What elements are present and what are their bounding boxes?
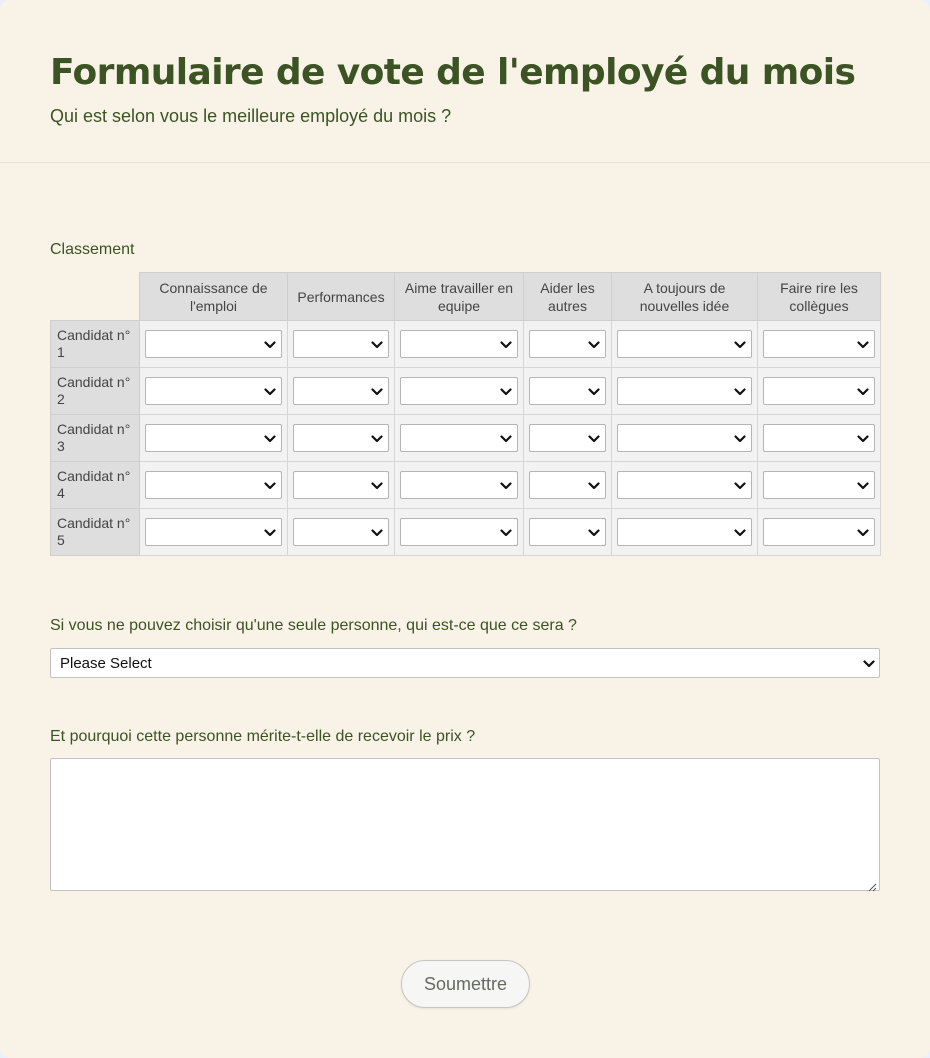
matrix-cell: [140, 415, 288, 462]
rating-select[interactable]: [529, 471, 606, 499]
rating-select[interactable]: [617, 377, 752, 405]
chevron-down-icon: [264, 435, 274, 442]
matrix-cell: [288, 415, 395, 462]
rating-select[interactable]: [145, 424, 282, 452]
matrix-cell: [612, 462, 758, 509]
matrix-row-header: Candidat n° 2: [51, 368, 140, 415]
chevron-down-icon: [371, 482, 381, 489]
rating-select[interactable]: [529, 518, 606, 546]
matrix-column-header: A toujours de nouvelles idée: [612, 273, 758, 321]
rating-select[interactable]: [617, 471, 752, 499]
rating-select[interactable]: [293, 424, 389, 452]
matrix-cell: [758, 415, 881, 462]
matrix-row-header: Candidat n° 4: [51, 462, 140, 509]
rating-select[interactable]: [293, 330, 389, 358]
single-choice-value: Please Select: [60, 655, 152, 672]
chevron-down-icon: [371, 529, 381, 536]
reason-textarea[interactable]: [50, 758, 880, 891]
rating-select[interactable]: [400, 471, 518, 499]
ranking-label: Classement: [50, 241, 135, 258]
matrix-cell: [140, 509, 288, 556]
matrix-row-header: Candidat n° 3: [51, 415, 140, 462]
rating-select[interactable]: [145, 377, 282, 405]
chevron-down-icon: [588, 529, 598, 536]
rating-select[interactable]: [293, 377, 389, 405]
chevron-down-icon: [500, 341, 510, 348]
rating-select[interactable]: [529, 377, 606, 405]
chevron-down-icon: [588, 435, 598, 442]
rating-select[interactable]: [293, 471, 389, 499]
matrix-cell: [612, 415, 758, 462]
chevron-down-icon: [500, 529, 510, 536]
matrix-cell: [758, 509, 881, 556]
chevron-down-icon: [857, 529, 867, 536]
matrix-cell: [395, 415, 524, 462]
chevron-down-icon: [734, 435, 744, 442]
matrix-cell: [140, 462, 288, 509]
matrix-cell: [395, 368, 524, 415]
rating-select[interactable]: [145, 518, 282, 546]
matrix-row: [51, 462, 881, 509]
submit-button[interactable]: Soumettre: [401, 960, 530, 1008]
matrix-cell: [758, 462, 881, 509]
chevron-down-icon: [857, 388, 867, 395]
matrix-row: [51, 509, 881, 556]
rating-select[interactable]: [617, 330, 752, 358]
chevron-down-icon: [857, 341, 867, 348]
chevron-down-icon: [371, 388, 381, 395]
chevron-down-icon: [588, 482, 598, 489]
page-subtitle: Qui est selon vous le meilleure employé du mois ?: [50, 106, 452, 126]
matrix-column-header: Faire rire les collègues: [758, 273, 881, 321]
matrix-cell: [288, 321, 395, 368]
chevron-down-icon: [734, 341, 744, 348]
rating-select[interactable]: [617, 518, 752, 546]
chevron-down-icon: [500, 482, 510, 489]
matrix-cell: [612, 509, 758, 556]
matrix-row-header: Candidat n° 1: [51, 321, 140, 368]
chevron-down-icon: [863, 660, 873, 667]
rating-select[interactable]: [763, 377, 875, 405]
rating-select[interactable]: [529, 424, 606, 452]
ranking-matrix: [50, 272, 881, 556]
matrix-cell: [524, 509, 612, 556]
chevron-down-icon: [857, 435, 867, 442]
resize-handle-icon[interactable]: [868, 879, 877, 888]
matrix-column-header: Performances: [288, 273, 395, 321]
chevron-down-icon: [857, 482, 867, 489]
rating-select[interactable]: [529, 330, 606, 358]
rating-select[interactable]: [145, 471, 282, 499]
rating-select[interactable]: [400, 424, 518, 452]
chevron-down-icon: [734, 482, 744, 489]
matrix-column-header: Aider les autres: [524, 273, 612, 321]
rating-select[interactable]: [763, 330, 875, 358]
matrix-row: [51, 368, 881, 415]
reason-label: Et pourquoi cette personne mérite-t-elle de recevoir le prix ?: [50, 728, 476, 745]
matrix-cell: [140, 368, 288, 415]
chevron-down-icon: [588, 341, 598, 348]
matrix-column-header: Aime travailler en equipe: [395, 273, 524, 321]
matrix-cell: [758, 321, 881, 368]
chevron-down-icon: [500, 388, 510, 395]
chevron-down-icon: [371, 435, 381, 442]
chevron-down-icon: [264, 529, 274, 536]
matrix-cell: [288, 509, 395, 556]
rating-select[interactable]: [763, 424, 875, 452]
matrix-cell: [395, 321, 524, 368]
matrix-cell: [395, 462, 524, 509]
chevron-down-icon: [264, 341, 274, 348]
matrix-row: [51, 321, 881, 368]
rating-select[interactable]: [763, 471, 875, 499]
matrix-column-header: Connaissance de l'emploi: [140, 273, 288, 321]
rating-select[interactable]: [400, 377, 518, 405]
matrix-cell: [288, 462, 395, 509]
chevron-down-icon: [264, 388, 274, 395]
single-choice-label: Si vous ne pouvez choisir qu'une seule personne, qui est-ce que ce sera ?: [50, 617, 577, 634]
rating-select[interactable]: [400, 330, 518, 358]
page-title: Formulaire de vote de l'employé du mois: [50, 52, 856, 93]
chevron-down-icon: [734, 529, 744, 536]
matrix-cell: [612, 321, 758, 368]
matrix-cell: [140, 321, 288, 368]
matrix-cell: [524, 415, 612, 462]
chevron-down-icon: [500, 435, 510, 442]
form-header: [0, 0, 930, 163]
matrix-cell: [524, 321, 612, 368]
matrix-cell: [288, 368, 395, 415]
matrix-cell: [612, 368, 758, 415]
chevron-down-icon: [734, 388, 744, 395]
matrix-corner: [51, 273, 140, 321]
matrix-body: [51, 321, 881, 556]
rating-select[interactable]: [763, 518, 875, 546]
matrix-cell: [395, 509, 524, 556]
chevron-down-icon: [371, 341, 381, 348]
matrix-cell: [758, 368, 881, 415]
matrix-cell: [524, 462, 612, 509]
rating-select[interactable]: [617, 424, 752, 452]
rating-select[interactable]: [145, 330, 282, 358]
single-choice-select[interactable]: [50, 648, 880, 678]
rating-select[interactable]: [293, 518, 389, 546]
rating-select[interactable]: [400, 518, 518, 546]
chevron-down-icon: [588, 388, 598, 395]
matrix-cell: [524, 368, 612, 415]
chevron-down-icon: [264, 482, 274, 489]
matrix-row-header: Candidat n° 5: [51, 509, 140, 556]
matrix-row: [51, 415, 881, 462]
